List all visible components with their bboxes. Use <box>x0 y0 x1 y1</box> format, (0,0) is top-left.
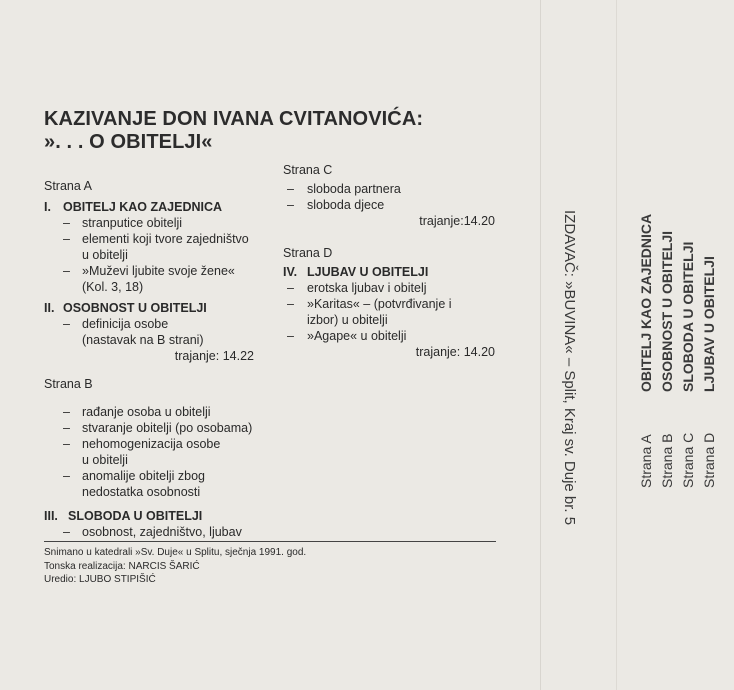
side-c-block <box>283 162 495 229</box>
side-c-label: Strana C <box>283 163 333 177</box>
section-i <box>44 199 254 295</box>
side-d-block <box>283 245 495 360</box>
section-iii <box>44 508 284 540</box>
section-iv <box>283 264 495 344</box>
duration-d: trajanje: 14.20 <box>415 345 495 359</box>
duration-a: trajanje: 14.22 <box>174 349 254 363</box>
spine-row: Strana C SLOBODA U OBITELJI <box>680 241 696 488</box>
list-item: – definicija osobe (nastavak na B strani) <box>63 317 204 347</box>
list-item: – »Karitas« – (potvrđivanje i izbor) u obitelji <box>287 297 452 327</box>
section-number: I. <box>44 200 51 214</box>
list-item: – elementi koji tvore zajedništvo u obitelji <box>63 232 249 262</box>
duration-c: trajanje:14.20 <box>419 214 495 228</box>
list-item: – erotska ljubav i obitelj <box>287 281 427 295</box>
section-number: III. <box>44 509 58 523</box>
list-item: – nehomogenizacija osobe u obitelji <box>63 437 221 467</box>
list-item: – sloboda partnera <box>287 182 401 196</box>
publisher-line: IZDAVAČ: »BUVINA« – Split, Kraj sv. Duje br. 5 <box>561 210 578 526</box>
spine <box>636 214 720 488</box>
title-line-1: KAZIVANJE DON IVANA CVITANOVIĆA: <box>44 108 424 130</box>
section-title: LJUBAV U OBITELJI <box>307 265 429 279</box>
spine-row: Strana D LJUBAV U OBITELJI <box>701 256 717 488</box>
side-a-label: Strana A <box>44 179 92 193</box>
list-item: – »Muževi ljubite svoje žene« (Kol. 3, 18) <box>63 264 235 294</box>
side-b-label: Strana B <box>44 377 93 391</box>
credits-editor: Uredio: LJUBO STIPIŠIĆ <box>44 574 156 585</box>
section-number: IV. <box>283 265 298 279</box>
list-item: – anomalije obitelji zbog nedostatka osobnosti <box>63 469 205 499</box>
list-item: – rađanje osoba u obitelji <box>63 405 211 419</box>
side-a-block <box>44 178 254 364</box>
page-title <box>44 108 423 154</box>
side-b-block <box>44 376 284 540</box>
credits-recording: Snimano u katedrali »Sv. Duje« u Splitu, sječnja 1991. god. <box>44 547 307 558</box>
section-title: OSOBNOST U OBITELJI <box>63 301 207 315</box>
list-item: – osobnost, zajedništvo, ljubav <box>63 525 242 539</box>
section-title: SLOBODA U OBITELJI <box>68 509 203 523</box>
credits <box>44 546 306 587</box>
credits-sound: Tonska realizacija: NARCIS ŠARIĆ <box>44 560 200 572</box>
section-title: OBITELJ KAO ZAJEDNICA <box>63 200 223 214</box>
side-d-label: Strana D <box>283 246 333 260</box>
section-number: II. <box>44 301 55 315</box>
section-ii <box>44 300 254 348</box>
spine-row: Strana B OSOBNOST U OBITELJI <box>659 230 675 488</box>
list-item: – sloboda djece <box>287 198 385 212</box>
list-item: – stranputice obitelji <box>63 216 183 230</box>
spine-row: Strana A OBITELJ KAO ZAJEDNICA <box>638 213 654 488</box>
title-line-2: ». . . O OBITELJI« <box>44 131 213 153</box>
list-item: – »Agape« u obitelji <box>287 329 407 343</box>
fold-line <box>540 0 541 690</box>
fold-line <box>616 0 617 690</box>
list-item: – stvaranje obitelji (po osobama) <box>63 421 253 435</box>
divider <box>44 541 496 542</box>
